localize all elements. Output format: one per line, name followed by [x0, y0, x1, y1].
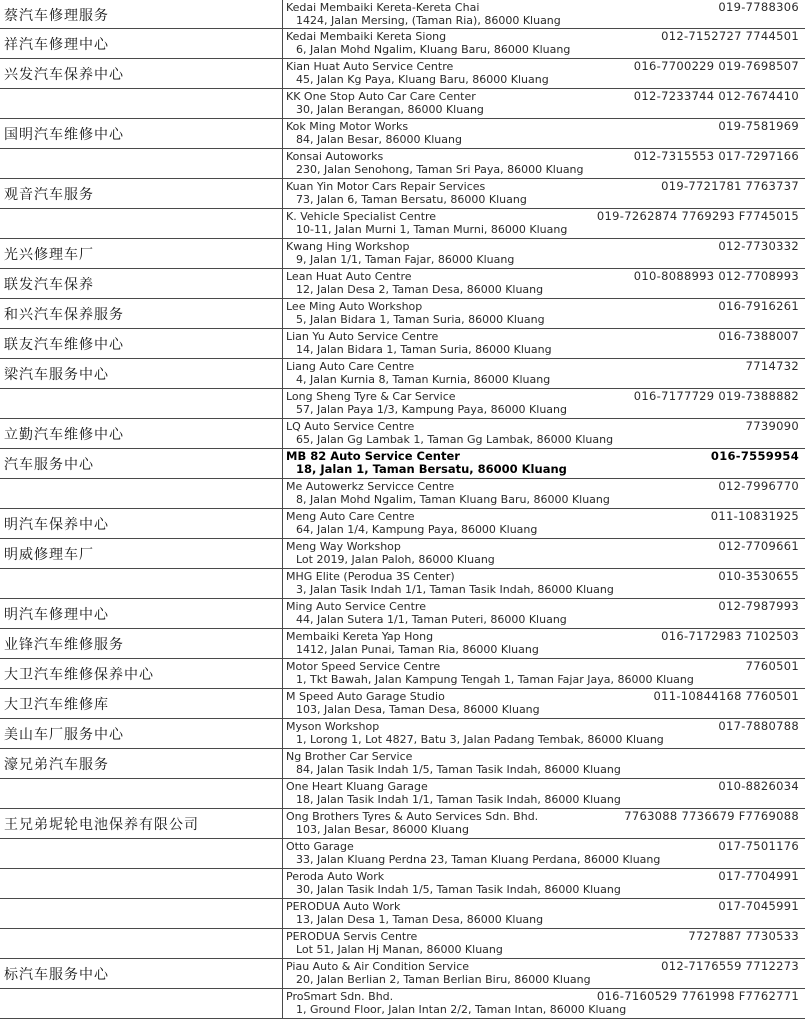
table-row: [0, 899, 805, 929]
table-row: [0, 329, 805, 359]
business-address: 1412, Jalan Punai, Taman Ria, 86000 Kluang: [296, 643, 539, 656]
business-address: 44, Jalan Sutera 1/1, Taman Puteri, 86000 Kluang: [296, 613, 567, 626]
table-row: [0, 689, 805, 719]
business-address: 33, Jalan Kluang Perdna 23, Taman Kluang Perdana, 86000 Kluang: [296, 853, 661, 866]
business-phone: 012-7996770: [718, 479, 799, 493]
column-divider: [282, 539, 283, 568]
table-row: [0, 59, 805, 89]
business-address: 64, Jalan 1/4, Kampung Paya, 86000 Kluang: [296, 523, 538, 536]
business-name: Lee Ming Auto Workshop: [286, 300, 423, 313]
business-name: Kwang Hing Workshop: [286, 240, 410, 253]
business-name: MHG Elite (Perodua 3S Center): [286, 570, 455, 583]
business-phone: 012-7315553 017-7297166: [633, 149, 799, 163]
column-divider: [282, 839, 283, 868]
column-divider: [282, 659, 283, 688]
business-address: 1424, Jalan Mersing, (Taman Ria), 86000 Kluang: [296, 14, 561, 27]
table-row: [0, 539, 805, 569]
business-name: Ng Brother Car Service: [286, 750, 413, 763]
chinese-name: 业锋汽车维修服务: [4, 637, 124, 653]
table-row: [0, 449, 805, 479]
business-phone: 016-7160529 7761998 F7762771: [596, 989, 799, 1003]
column-divider: [282, 239, 283, 268]
chinese-name: 和兴汽车保养服务: [4, 307, 124, 323]
column-divider: [282, 29, 283, 58]
table-row: [0, 389, 805, 419]
business-phone: 016-7559954: [710, 449, 799, 463]
business-phone: 016-7916261: [718, 299, 799, 313]
column-divider: [282, 449, 283, 478]
chinese-name: 国明汽车维修中心: [4, 127, 124, 143]
table-row: [0, 989, 805, 1019]
table-row: [0, 359, 805, 389]
chinese-name: 兴发汽车保养中心: [4, 67, 124, 83]
table-row: [0, 89, 805, 119]
business-name: PERODUA Auto Work: [286, 900, 401, 913]
table-row: [0, 179, 805, 209]
column-divider: [282, 149, 283, 178]
business-address: 1, Lorong 1, Lot 4827, Batu 3, Jalan Padang Tembak, 86000 Kluang: [296, 733, 664, 746]
business-address: 18, Jalan 1, Taman Bersatu, 86000 Kluang: [296, 462, 567, 476]
column-divider: [282, 479, 283, 508]
column-divider: [282, 299, 283, 328]
chinese-name: 大卫汽车维修保养中心: [4, 667, 154, 683]
business-phone: 019-7262874 7769293 F7745015: [596, 209, 799, 223]
business-name: Ong Brothers Tyres & Auto Services Sdn. Bhd.: [286, 810, 539, 823]
table-row: [0, 869, 805, 899]
business-phone: 7760501: [745, 659, 799, 673]
business-phone: 012-7176559 7712273: [661, 959, 799, 973]
table-row: [0, 779, 805, 809]
table-row: [0, 29, 805, 59]
business-address: 57, Jalan Paya 1/3, Kampung Paya, 86000 Kluang: [296, 403, 567, 416]
column-divider: [282, 389, 283, 418]
business-phone: 011-10844168 7760501: [653, 689, 799, 703]
business-address: 65, Jalan Gg Lambak 1, Taman Gg Lambak, 86000 Kluang: [296, 433, 614, 446]
business-name: Konsai Autoworks: [286, 150, 384, 163]
business-address: Lot 51, Jalan Hj Manan, 86000 Kluang: [296, 943, 503, 956]
chinese-name: 明汽车保养中心: [4, 517, 109, 533]
column-divider: [282, 689, 283, 718]
business-phone: 012-7987993: [718, 599, 799, 613]
chinese-name: 光兴修理车厂: [4, 247, 94, 263]
business-name: Motor Speed Service Centre: [286, 660, 441, 673]
column-divider: [282, 119, 283, 148]
business-name: Lean Huat Auto Centre: [286, 270, 412, 283]
business-phone: 016-7172983 7102503: [661, 629, 799, 643]
table-row: [0, 839, 805, 869]
chinese-name: 明汽车修理中心: [4, 607, 109, 623]
business-phone: 011-10831925: [710, 509, 799, 523]
column-divider: [282, 629, 283, 658]
chinese-name: 王兄弟坭轮电池保养有限公司: [4, 817, 199, 833]
business-address: 73, Jalan 6, Taman Bersatu, 86000 Kluang: [296, 193, 527, 206]
business-phone: 7763088 7736679 F7769088: [624, 809, 799, 823]
column-divider: [282, 869, 283, 898]
column-divider: [282, 419, 283, 448]
table-row: [0, 299, 805, 329]
business-phone: 017-7501176: [718, 839, 799, 853]
table-row: [0, 269, 805, 299]
business-name: Ming Auto Service Centre: [286, 600, 426, 613]
table-row: [0, 569, 805, 599]
business-name: KK One Stop Auto Car Care Center: [286, 90, 476, 103]
table-row: [0, 509, 805, 539]
business-name: Meng Auto Care Centre: [286, 510, 415, 523]
table-row: [0, 209, 805, 239]
business-address: 10-11, Jalan Murni 1, Taman Murni, 86000 Kluang: [296, 223, 568, 236]
business-phone: 010-8088993 012-7708993: [633, 269, 799, 283]
table-row: [0, 719, 805, 749]
chinese-name: 美山车厂服务中心: [4, 727, 124, 743]
column-divider: [282, 0, 283, 28]
business-phone: 7739090: [745, 419, 799, 433]
business-name: Me Autowerkz Servicce Centre: [286, 480, 455, 493]
business-address: 30, Jalan Tasik Indah 1/5, Taman Tasik Indah, 86000 Kluang: [296, 883, 621, 896]
business-name: Lian Yu Auto Service Centre: [286, 330, 439, 343]
chinese-name: 汽车服务中心: [4, 457, 94, 473]
table-row: [0, 599, 805, 629]
table-row: [0, 479, 805, 509]
business-name: Kedai Membaiki Kereta Siong: [286, 30, 447, 43]
business-address: 103, Jalan Desa, Taman Desa, 86000 Kluang: [296, 703, 540, 716]
chinese-name: 立勤汽车维修中心: [4, 427, 124, 443]
business-name: LQ Auto Service Centre: [286, 420, 415, 433]
business-name: Liang Auto Care Centre: [286, 360, 415, 373]
column-divider: [282, 569, 283, 598]
table-row: [0, 959, 805, 989]
column-divider: [282, 329, 283, 358]
business-address: 3, Jalan Tasik Indah 1/1, Taman Tasik Indah, 86000 Kluang: [296, 583, 614, 596]
business-phone: 017-7880788: [718, 719, 799, 733]
business-name: Membaiki Kereta Yap Hong: [286, 630, 434, 643]
business-phone: 7714732: [745, 359, 799, 373]
chinese-name: 蔡汽车修理服务: [4, 8, 109, 24]
chinese-name: 祥汽车修理中心: [4, 37, 109, 53]
column-divider: [282, 779, 283, 808]
business-address: 1, Ground Floor, Jalan Intan 2/2, Taman Intan, 86000 Kluang: [296, 1003, 627, 1016]
business-address: 8, Jalan Mohd Ngalim, Taman Kluang Baru, 86000 Kluang: [296, 493, 610, 506]
column-divider: [282, 929, 283, 958]
business-address: 20, Jalan Berlian 2, Taman Berlian Biru, 86000 Kluang: [296, 973, 591, 986]
business-name: Otto Garage: [286, 840, 354, 853]
business-address: 84, Jalan Tasik Indah 1/5, Taman Tasik Indah, 86000 Kluang: [296, 763, 621, 776]
column-divider: [282, 359, 283, 388]
column-divider: [282, 269, 283, 298]
business-name: Peroda Auto Work: [286, 870, 385, 883]
business-phone: 012-7709661: [718, 539, 799, 553]
business-phone: 012-7233744 012-7674410: [633, 89, 799, 103]
column-divider: [282, 959, 283, 988]
chinese-name: 大卫汽车维修库: [4, 697, 109, 713]
column-divider: [282, 899, 283, 928]
business-name: Kuan Yin Motor Cars Repair Services: [286, 180, 486, 193]
table-row: [0, 629, 805, 659]
chinese-name: 联发汽车保养: [4, 277, 94, 293]
business-phone: 019-7721781 7763737: [661, 179, 799, 193]
business-name: Kian Huat Auto Service Centre: [286, 60, 454, 73]
business-phone: 019-7581969: [718, 119, 799, 133]
column-divider: [282, 809, 283, 838]
business-name: MB 82 Auto Service Center: [286, 449, 460, 463]
business-phone: 017-7704991: [718, 869, 799, 883]
business-phone: 7727887 7730533: [688, 929, 799, 943]
chinese-name: 梁汽车服务中心: [4, 367, 109, 383]
business-address: 230, Jalan Senohong, Taman Sri Paya, 86000 Kluang: [296, 163, 584, 176]
business-phone: 012-7730332: [718, 239, 799, 253]
business-name: One Heart Kluang Garage: [286, 780, 428, 793]
column-divider: [282, 719, 283, 748]
business-phone: 010-3530655: [718, 569, 799, 583]
business-address: 6, Jalan Mohd Ngalim, Kluang Baru, 86000 Kluang: [296, 43, 571, 56]
column-divider: [282, 179, 283, 208]
business-name: K. Vehicle Specialist Centre: [286, 210, 437, 223]
table-row: [0, 929, 805, 959]
business-name: Piau Auto & Air Condition Service: [286, 960, 470, 973]
business-address: 1, Tkt Bawah, Jalan Kampung Tengah 1, Taman Fajar Jaya, 86000 Kluang: [296, 673, 694, 686]
business-address: 103, Jalan Besar, 86000 Kluang: [296, 823, 469, 836]
business-phone: 016-7388007: [718, 329, 799, 343]
business-name: ProSmart Sdn. Bhd.: [286, 990, 394, 1003]
business-address: 45, Jalan Kg Paya, Kluang Baru, 86000 Kluang: [296, 73, 549, 86]
table-row: [0, 119, 805, 149]
business-phone: 010-8826034: [718, 779, 799, 793]
business-name: Myson Workshop: [286, 720, 380, 733]
business-address: 5, Jalan Bidara 1, Taman Suria, 86000 Kluang: [296, 313, 545, 326]
business-phone: 017-7045991: [718, 899, 799, 913]
business-address: 12, Jalan Desa 2, Taman Desa, 86000 Kluang: [296, 283, 544, 296]
business-address: Lot 2019, Jalan Paloh, 86000 Kluang: [296, 553, 495, 566]
business-address: 18, Jalan Tasik Indah 1/1, Taman Tasik Indah, 86000 Kluang: [296, 793, 621, 806]
business-phone: 016-7177729 019-7388882: [633, 389, 799, 403]
column-divider: [282, 59, 283, 88]
business-name: M Speed Auto Garage Studio: [286, 690, 445, 703]
column-divider: [282, 89, 283, 118]
table-row: [0, 149, 805, 179]
chinese-name: 濠兄弟汽车服务: [4, 757, 109, 773]
chinese-name: 标汽车服务中心: [4, 967, 109, 983]
table-row: [0, 419, 805, 449]
business-name: Meng Way Workshop: [286, 540, 401, 553]
business-phone: 012-7152727 7744501: [661, 29, 799, 43]
business-name: Kok Ming Motor Works: [286, 120, 409, 133]
business-phone: 019-7788306: [718, 0, 799, 14]
table-row: [0, 659, 805, 689]
business-name: PERODUA Servis Centre: [286, 930, 418, 943]
table-row: [0, 809, 805, 839]
chinese-name: 明威修理车厂: [4, 547, 94, 563]
table-row: [0, 0, 805, 29]
business-name: Kedai Membaiki Kereta-Kereta Chai: [286, 1, 480, 14]
column-divider: [282, 209, 283, 238]
business-address: 84, Jalan Besar, 86000 Kluang: [296, 133, 462, 146]
business-address: 9, Jalan 1/1, Taman Fajar, 86000 Kluang: [296, 253, 515, 266]
business-address: 4, Jalan Kurnia 8, Taman Kurnia, 86000 Kluang: [296, 373, 551, 386]
chinese-name: 观音汽车服务: [4, 187, 94, 203]
business-name: Long Sheng Tyre & Car Service: [286, 390, 456, 403]
column-divider: [282, 749, 283, 778]
column-divider: [282, 989, 283, 1018]
business-phone: 016-7700229 019-7698507: [633, 59, 799, 73]
business-address: 30, Jalan Berangan, 86000 Kluang: [296, 103, 484, 116]
column-divider: [282, 509, 283, 538]
table-row: [0, 239, 805, 269]
table-row: [0, 749, 805, 779]
chinese-name: 联友汽车维修中心: [4, 337, 124, 353]
business-address: 13, Jalan Desa 1, Taman Desa, 86000 Kluang: [296, 913, 544, 926]
business-address: 14, Jalan Bidara 1, Taman Suria, 86000 Kluang: [296, 343, 552, 356]
column-divider: [282, 599, 283, 628]
